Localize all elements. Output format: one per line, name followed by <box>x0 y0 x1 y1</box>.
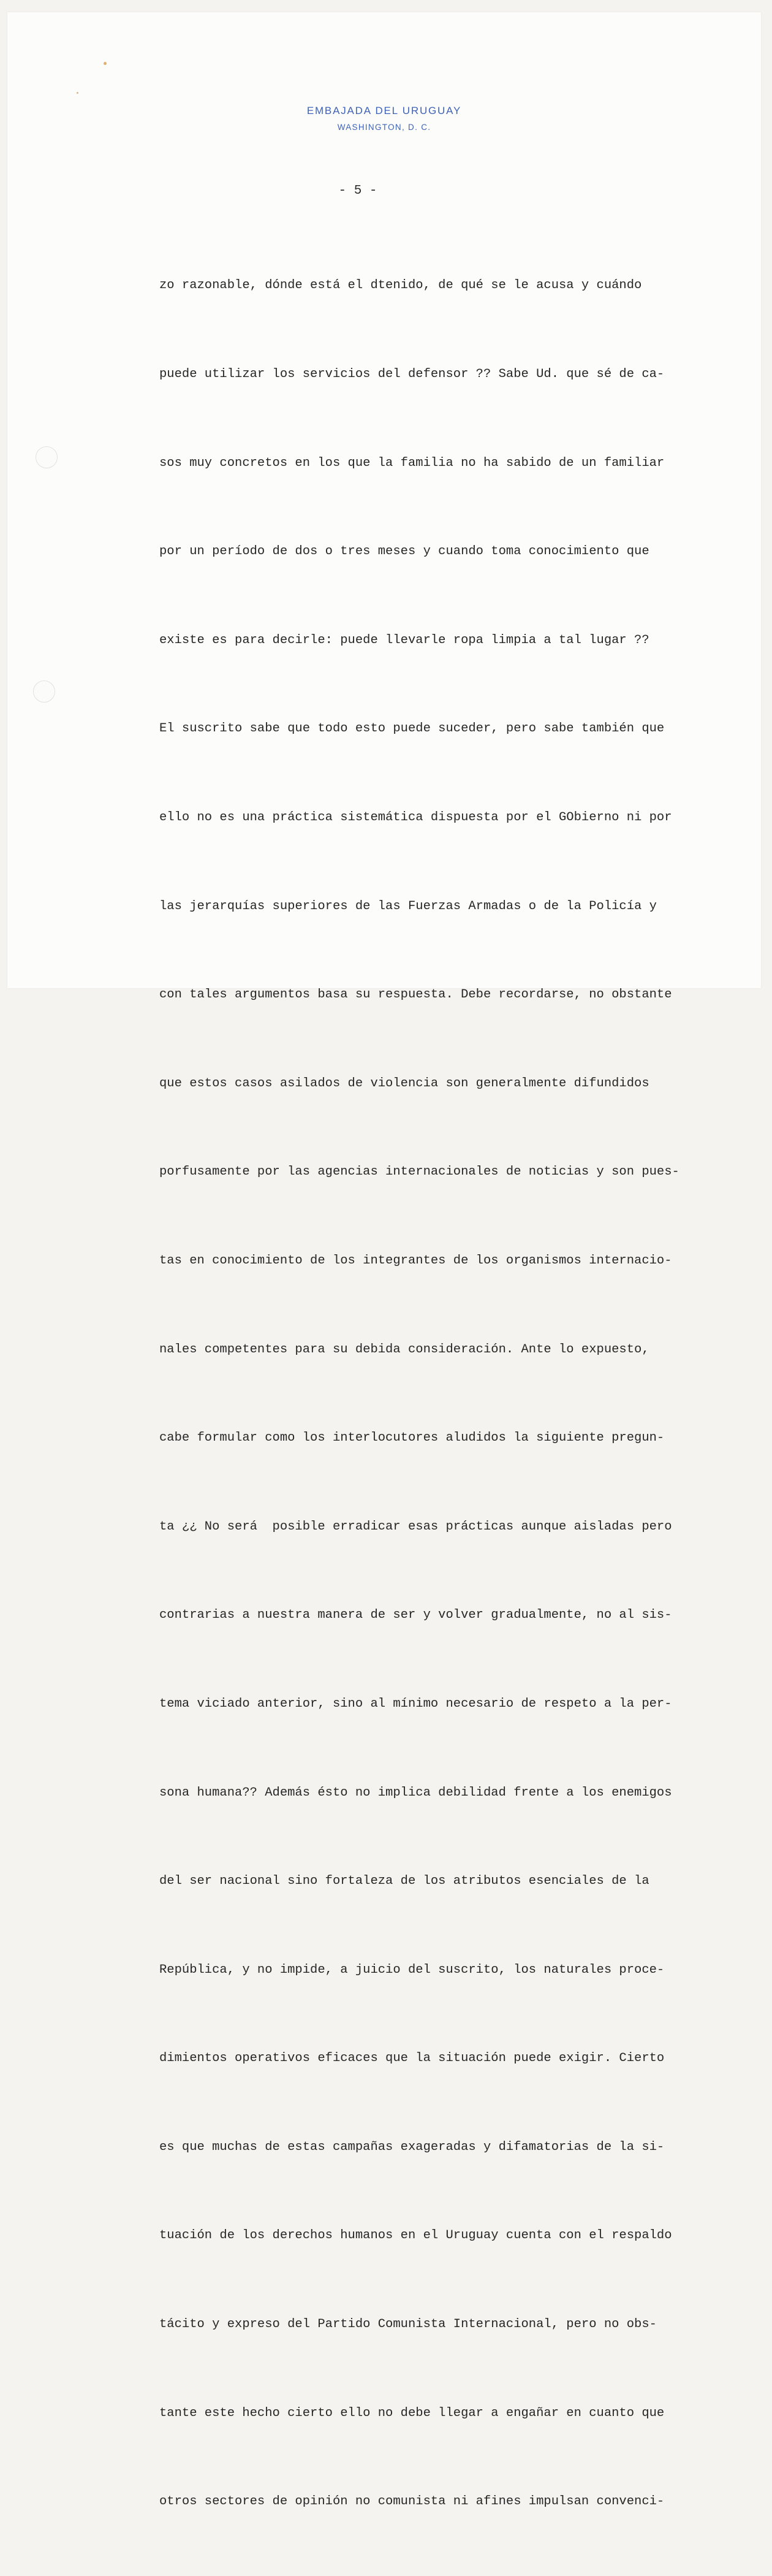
letterhead-organization: EMBAJADA DEL URUGUAY <box>306 105 462 116</box>
document-page <box>7 12 761 2509</box>
letterhead-city: WASHINGTON, D. C. <box>337 123 431 132</box>
body-line: las jerarquías superiores de las Fuerzas Armadas o de la Policía y <box>159 899 657 913</box>
punch-hole-lower <box>33 680 55 703</box>
body-line: existe es para decirle: puede llevarle ropa limpia a tal lugar ?? <box>159 633 649 647</box>
body-line: tante este hecho cierto ello no debe llegar a engañar en cuanto que <box>159 2406 665 2420</box>
body-line: que estos casos asilados de violencia son generalmente difundidos <box>159 1076 649 1091</box>
body-line: sos muy concretos en los que la familia no ha sabido de un familiar <box>159 455 665 470</box>
letterhead <box>7 104 761 134</box>
body-line: nales competentes para su debida consideración. Ante lo expuesto, <box>159 1342 649 1357</box>
body-line: tácito y expreso del Partido Comunista Internacional, pero no obs- <box>159 2317 657 2332</box>
body-text <box>159 212 772 2576</box>
body-line: con tales argumentos basa su respuesta. Debe recordarse, no obstante <box>159 988 672 1002</box>
body-line: es que muchas de estas campañas exageradas y difamatorias de la si- <box>159 2140 665 2154</box>
body-line: República, y no impide, a juicio del suscrito, los naturales proce- <box>159 1962 665 1977</box>
body-line: ta ¿¿ No será posible erradicar esas prácticas aunque aisladas pero <box>159 1519 672 1534</box>
paper-stain <box>104 62 107 65</box>
body-line: tas en conocimiento de los integrantes de los organismos internacio- <box>159 1253 672 1268</box>
body-line: por un período de dos o tres meses y cuando toma conocimiento que <box>159 544 649 559</box>
body-line: sona humana?? Además ésto no implica debilidad frente a los enemigos <box>159 1785 672 1800</box>
body-line: El suscrito sabe que todo esto puede suceder, pero sabe también que <box>159 722 665 736</box>
body-line: ello no es una práctica sistemática dispuesta por el GObierno ni por <box>159 810 672 825</box>
body-line: dimientos operativos eficaces que la situación puede exigir. Cierto <box>159 2051 665 2066</box>
body-line: porfusamente por las agencias internacionales de noticias y son pues- <box>159 1165 679 1179</box>
paper-stain <box>77 92 78 94</box>
body-line: tuación de los derechos humanos en el Uruguay cuenta con el respaldo <box>159 2228 672 2243</box>
body-line: del ser nacional sino fortaleza de los atributos esenciales de la <box>159 1874 649 1889</box>
body-line: cabe formular como los interlocutores aludidos la siguiente pregun- <box>159 1431 665 1446</box>
body-line: tema viciado anterior, sino al mínimo necesario de respeto a la per- <box>159 1696 672 1711</box>
body-line: puede utilizar los servicios del defensor ?? Sabe Ud. que sé de ca- <box>159 367 665 381</box>
body-line: otros sectores de opinión no comunista ni afines impulsan convenci- <box>159 2494 665 2509</box>
page-number: - 5 - <box>338 184 377 198</box>
punch-hole-upper <box>36 446 58 468</box>
body-line: zo razonable, dónde está el dtenido, de qué se le acusa y cuándo <box>159 278 642 293</box>
body-line: contrarias a nuestra manera de ser y volver gradualmente, no al sis- <box>159 1608 672 1623</box>
